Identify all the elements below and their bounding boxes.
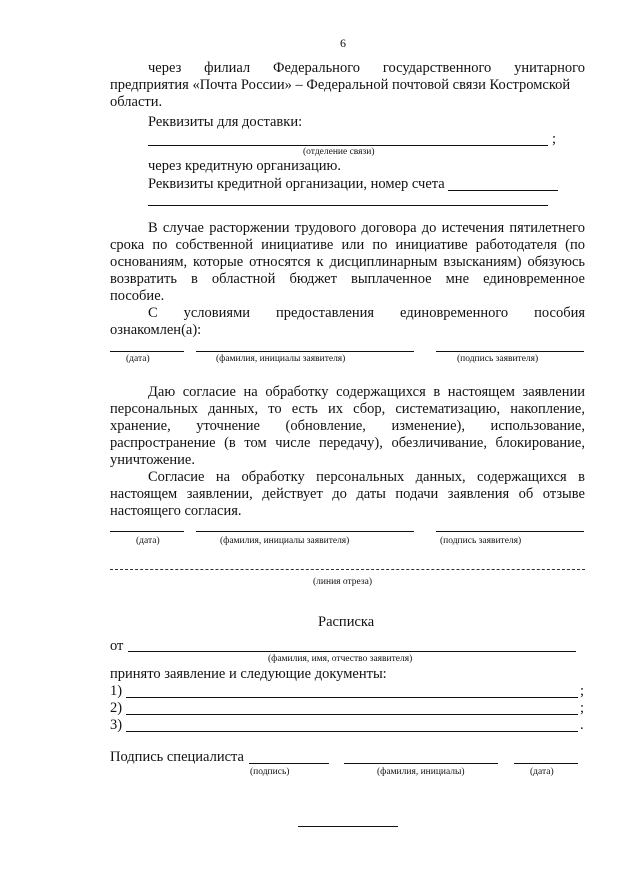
date-field-2[interactable]	[110, 531, 184, 532]
doc-item-2-end: ;	[580, 700, 585, 716]
termination-line-1: В случае расторжении трудового договора до истечения пятилетнего	[148, 220, 585, 236]
consent-line-4: распространение (в том числе передачу), обезличивание, блокирование,	[110, 435, 585, 451]
consent-line-3: хранение, уточнение (обновление, изменение), использование,	[110, 418, 585, 434]
name-caption-2: (фамилия, инициалы заявителя)	[220, 536, 350, 546]
specialist-name-field[interactable]	[344, 763, 498, 764]
delivery-line-3: области.	[110, 94, 163, 110]
delivery-line-2: предприятия «Почта России» – Федеральной почтовой связи Костромской	[110, 77, 571, 93]
termination-line-2: срока по собственной инициативе или по инициативе работодателя (по	[110, 237, 585, 253]
specialist-date-caption: (дата)	[530, 767, 554, 777]
name-field-1[interactable]	[196, 351, 414, 352]
termination-line-4: возвратить в областной бюджет выплаченное мне единовременное	[110, 271, 585, 287]
accepted-line: принято заявление и следующие документы:	[110, 666, 387, 682]
date-field-1[interactable]	[110, 351, 184, 352]
validity-last-line: настоящего согласия.	[110, 503, 242, 519]
doc-item-3-end: .	[580, 717, 584, 733]
doc-item-1-end: ;	[580, 683, 585, 699]
doc-item-1-number: 1)	[110, 683, 123, 699]
doc-item-2-field[interactable]	[126, 714, 578, 715]
specialist-date-field[interactable]	[514, 763, 578, 764]
delivery-address-field[interactable]	[148, 145, 548, 146]
date-caption-1: (дата)	[126, 354, 150, 364]
receipt-title: Расписка	[318, 614, 375, 630]
from-label: от	[110, 638, 124, 654]
cut-line-label: (линия отреза)	[313, 577, 373, 587]
name-caption-1: (фамилия, инициалы заявителя)	[216, 354, 346, 364]
signature-caption-2: (подпись заявителя)	[440, 536, 522, 546]
credit-details-field[interactable]	[148, 205, 548, 206]
signature-field-2[interactable]	[436, 531, 584, 532]
credit-rekv-label: Реквизиты кредитной организации, номер счета	[148, 176, 445, 192]
credit-line: через кредитную организацию.	[148, 158, 341, 174]
applicant-name-field[interactable]	[128, 651, 576, 652]
end-rule	[298, 826, 398, 827]
account-number-field[interactable]	[448, 190, 558, 191]
consent-line-2: персональных данных, то есть их сбор, систематизацию, накопление,	[110, 401, 585, 417]
from-caption: (фамилия, имя, отчество заявителя)	[268, 654, 413, 664]
specialist-label: Подпись специалиста	[110, 749, 244, 765]
specialist-signature-caption: (подпись)	[250, 767, 290, 777]
date-caption-2: (дата)	[136, 536, 160, 546]
branch-caption: (отделение связи)	[303, 147, 375, 157]
delivery-semicolon: ;	[552, 131, 557, 147]
doc-item-2-number: 2)	[110, 700, 123, 716]
doc-item-3-number: 3)	[110, 717, 123, 733]
termination-line-3: основаниям, которые относятся к дисциплинарным взысканиям) обязуюсь	[110, 254, 585, 270]
doc-item-1-field[interactable]	[126, 697, 578, 698]
acquainted-label: ознакомлен(а):	[110, 322, 202, 338]
rekvizity-label: Реквизиты для доставки:	[148, 114, 303, 130]
cut-line	[110, 569, 585, 570]
termination-last-line: пособие.	[110, 288, 165, 304]
signature-field-1[interactable]	[436, 351, 584, 352]
consent-last-line: уничтожение.	[110, 452, 195, 468]
specialist-name-caption: (фамилия, инициалы)	[377, 767, 465, 777]
validity-line-2: настоящем заявлении, действует до даты подачи заявления об отзыве	[110, 486, 585, 502]
specialist-signature-field[interactable]	[249, 763, 329, 764]
validity-line-1: Согласие на обработку персональных данных, содержащихся в	[148, 469, 585, 485]
consent-line-1: Даю согласие на обработку содержащихся в настоящем заявлении	[148, 384, 585, 400]
name-field-2[interactable]	[196, 531, 414, 532]
delivery-line-1: через филиал Федерального государственного унитарного	[148, 60, 585, 76]
conditions-line: С условиями предоставления единовременного пособия	[148, 305, 585, 321]
page-number: 6	[340, 36, 346, 50]
signature-caption-1: (подпись заявителя)	[457, 354, 539, 364]
doc-item-3-field[interactable]	[126, 731, 578, 732]
